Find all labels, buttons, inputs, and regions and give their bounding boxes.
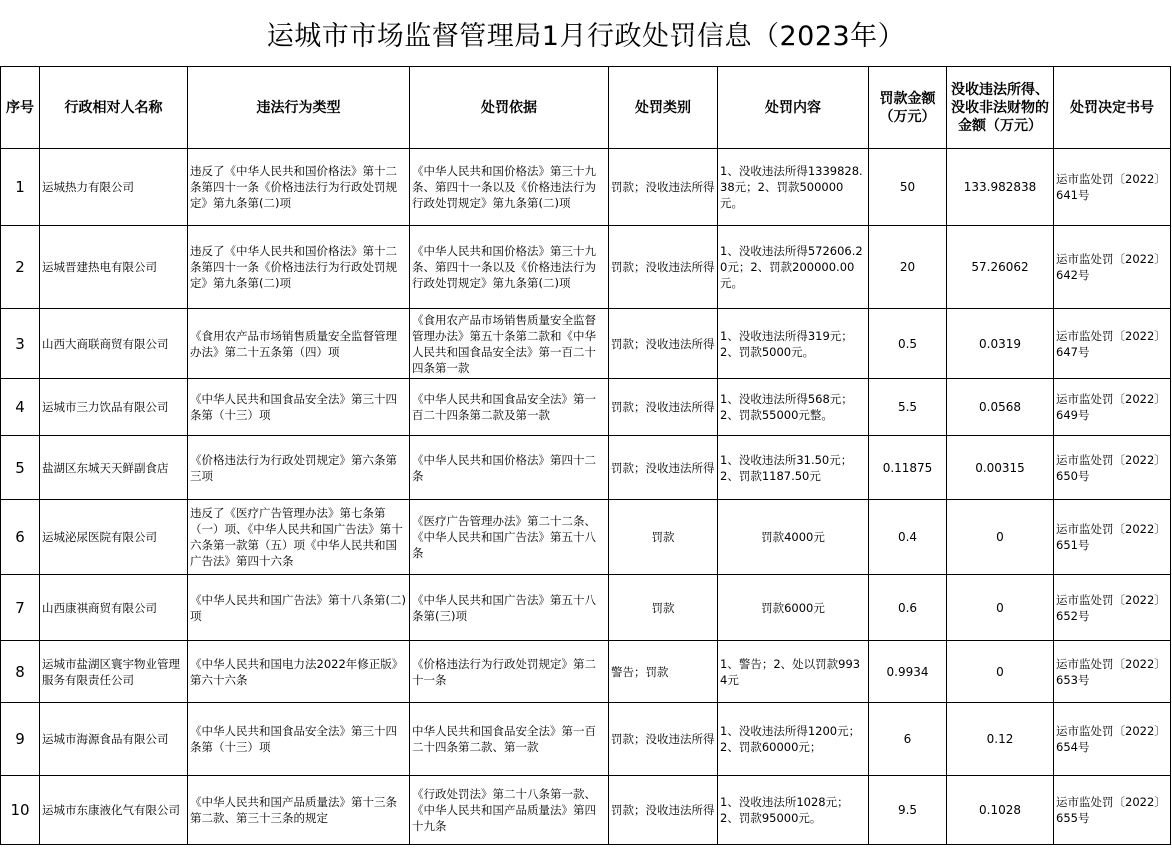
cell-fine: 0.5 [869,309,947,379]
cell-no: 9 [1,703,40,776]
table-row [1,226,1171,309]
cell-fine: 50 [869,149,947,226]
cell-no: 7 [1,575,40,641]
cell-name: 运城市海源食品有限公司 [40,703,188,776]
cell-category: 警告；罚款 [609,641,718,703]
cell-type: 《食用农产品市场销售质量安全监督管理办法》第二十五条第（四）项 [188,309,410,379]
cell-name: 山西康祺商贸有限公司 [40,575,188,641]
cell-type: 违反了《中华人民共和国价格法》第十二条第四十一条《价格违法行为行政处罚规定》第九条第(二)项 [188,149,410,226]
cell-confiscated: 0.0319 [947,309,1054,379]
cell-fine: 0.11875 [869,436,947,500]
cell-no: 6 [1,500,40,575]
cell-doc: 运市监处罚〔2022〕650号 [1054,436,1171,500]
table-row [1,379,1171,436]
cell-name: 运城市盐湖区寰宇物业管理服务有限责任公司 [40,641,188,703]
header-cell: 序号 [1,67,40,149]
cell-category: 罚款 [609,500,718,575]
cell-type: 《价格违法行为行政处罚规定》第六条第三项 [188,436,410,500]
cell-name: 运城泌尿医院有限公司 [40,500,188,575]
cell-no: 4 [1,379,40,436]
table-row [1,776,1171,845]
cell-fine: 9.5 [869,776,947,845]
cell-confiscated: 133.982838 [947,149,1054,226]
cell-no: 1 [1,149,40,226]
cell-doc: 运市监处罚〔2022〕655号 [1054,776,1171,845]
cell-fine: 5.5 [869,379,947,436]
cell-basis: 《行政处罚法》第二十八条第一款、《中华人民共和国产品质量法》第四十九条 [410,776,609,845]
cell-name: 运城热力有限公司 [40,149,188,226]
cell-type: 《中华人民共和国食品安全法》第三十四条第（十三）项 [188,379,410,436]
cell-category: 罚款；没收违法所得 [609,379,718,436]
cell-fine: 0.6 [869,575,947,641]
cell-confiscated: 0 [947,500,1054,575]
cell-basis: 《食用农产品市场销售质量安全监督管理办法》第五十条第二款和《中华人民共和国食品安全法》第一百二十四条第一款 [410,309,609,379]
header-cell: 处罚类别 [609,67,718,149]
cell-no: 3 [1,309,40,379]
cell-type: 《中华人民共和国电力法2022年修正版》第六十六条 [188,641,410,703]
cell-confiscated: 0.0568 [947,379,1054,436]
cell-basis: 《中华人民共和国价格法》第四十二条 [410,436,609,500]
cell-fine: 0.4 [869,500,947,575]
cell-confiscated: 57.26062 [947,226,1054,309]
cell-content: 罚款4000元 [718,500,869,575]
cell-confiscated: 0 [947,575,1054,641]
cell-no: 8 [1,641,40,703]
cell-basis: 《中华人民共和国价格法》第三十九条、第四十一条以及《价格违法行为行政处罚规定》第九条第(二)项 [410,149,609,226]
cell-confiscated: 0.00315 [947,436,1054,500]
cell-type: 《中华人民共和国食品安全法》第三十四条第（十三）项 [188,703,410,776]
table-row [1,575,1171,641]
cell-doc: 运市监处罚〔2022〕649号 [1054,379,1171,436]
cell-confiscated: 0 [947,641,1054,703]
cell-fine: 20 [869,226,947,309]
cell-basis: 中华人民共和国食品安全法》第一百二十四条第二款、第一款 [410,703,609,776]
cell-name: 运城市三力饮品有限公司 [40,379,188,436]
cell-name: 盐湖区东城天天鲜副食店 [40,436,188,500]
header-cell: 违法行为类型 [188,67,410,149]
cell-confiscated: 0.1028 [947,776,1054,845]
cell-doc: 运市监处罚〔2022〕641号 [1054,149,1171,226]
cell-content: 1、没收违法所得1339828.38元；2、罚款500000元。 [718,149,869,226]
cell-content: 1、警告；2、处以罚款9934元 [718,641,869,703]
table-row [1,149,1171,226]
cell-basis: 《价格违法行为行政处罚规定》第二十一条 [410,641,609,703]
header-cell: 没收违法所得、没收非法财物的金额（万元） [947,67,1054,149]
cell-no: 5 [1,436,40,500]
page-title: 运城市市场监督管理局1月行政处罚信息（2023年） [266,20,906,52]
cell-content: 罚款6000元 [718,575,869,641]
cell-content: 1、没收违法所得319元；2、罚款5000元。 [718,309,869,379]
table-row [1,309,1171,379]
cell-category: 罚款；没收违法所得 [609,226,718,309]
cell-doc: 运市监处罚〔2022〕652号 [1054,575,1171,641]
cell-content: 1、没收违法所31.50元；2、罚款1187.50元 [718,436,869,500]
cell-name: 运城市东康液化气有限公司 [40,776,188,845]
cell-basis: 《医疗广告管理办法》第二十二条、《中华人民共和国广告法》第五十八条 [410,500,609,575]
cell-fine: 6 [869,703,947,776]
header-cell: 处罚决定书号 [1054,67,1171,149]
cell-no: 10 [1,776,40,845]
cell-category: 罚款；没收违法所得 [609,776,718,845]
table-row [1,641,1171,703]
table-row [1,500,1171,575]
header-cell: 处罚内容 [718,67,869,149]
header-row [1,67,1171,149]
cell-content: 1、没收违法所得568元；2、罚款55000元整。 [718,379,869,436]
cell-name: 山西大商联商贸有限公司 [40,309,188,379]
cell-doc: 运市监处罚〔2022〕654号 [1054,703,1171,776]
header-cell: 处罚依据 [410,67,609,149]
cell-basis: 《中华人民共和国食品安全法》第一百二十四条第二款及第一款 [410,379,609,436]
table-row [1,703,1171,776]
cell-category: 罚款；没收违法所得 [609,309,718,379]
table-row [1,436,1171,500]
cell-doc: 运市监处罚〔2022〕647号 [1054,309,1171,379]
cell-confiscated: 0.12 [947,703,1054,776]
cell-content: 1、没收违法所得1200元；2、罚款60000元； [718,703,869,776]
header-cell: 行政相对人名称 [40,67,188,149]
cell-type: 违反了《医疗广告管理办法》第七条第（一）项、《中华人民共和国广告法》第十六条第一款第（五）项《中华人民共和国广告法》第四十六条 [188,500,410,575]
cell-content: 1、没收违法所1028元；2、罚款95000元。 [718,776,869,845]
header-cell: 罚款金额（万元） [869,67,947,149]
cell-category: 罚款；没收违法所得 [609,149,718,226]
cell-category: 罚款；没收违法所得 [609,703,718,776]
cell-basis: 《中华人民共和国价格法》第三十九条、第四十一条以及《价格违法行为行政处罚规定》第九条第(二)项 [410,226,609,309]
cell-doc: 运市监处罚〔2022〕653号 [1054,641,1171,703]
cell-category: 罚款 [609,575,718,641]
cell-type: 《中华人民共和国广告法》第十八条第(二)项 [188,575,410,641]
cell-doc: 运市监处罚〔2022〕651号 [1054,500,1171,575]
cell-category: 罚款；没收违法所得 [609,436,718,500]
cell-type: 《中华人民共和国产品质量法》第十三条第二款、第三十三条的规定 [188,776,410,845]
cell-basis: 《中华人民共和国广告法》第五十八条第(三)项 [410,575,609,641]
cell-content: 1、没收违法所得572606.20元；2、罚款200000.00元。 [718,226,869,309]
cell-name: 运城晋建热电有限公司 [40,226,188,309]
cell-doc: 运市监处罚〔2022〕642号 [1054,226,1171,309]
penalty-table [0,66,1171,845]
cell-fine: 0.9934 [869,641,947,703]
cell-no: 2 [1,226,40,309]
cell-type: 违反了《中华人民共和国价格法》第十二条第四十一条《价格违法行为行政处罚规定》第九条第(二)项 [188,226,410,309]
